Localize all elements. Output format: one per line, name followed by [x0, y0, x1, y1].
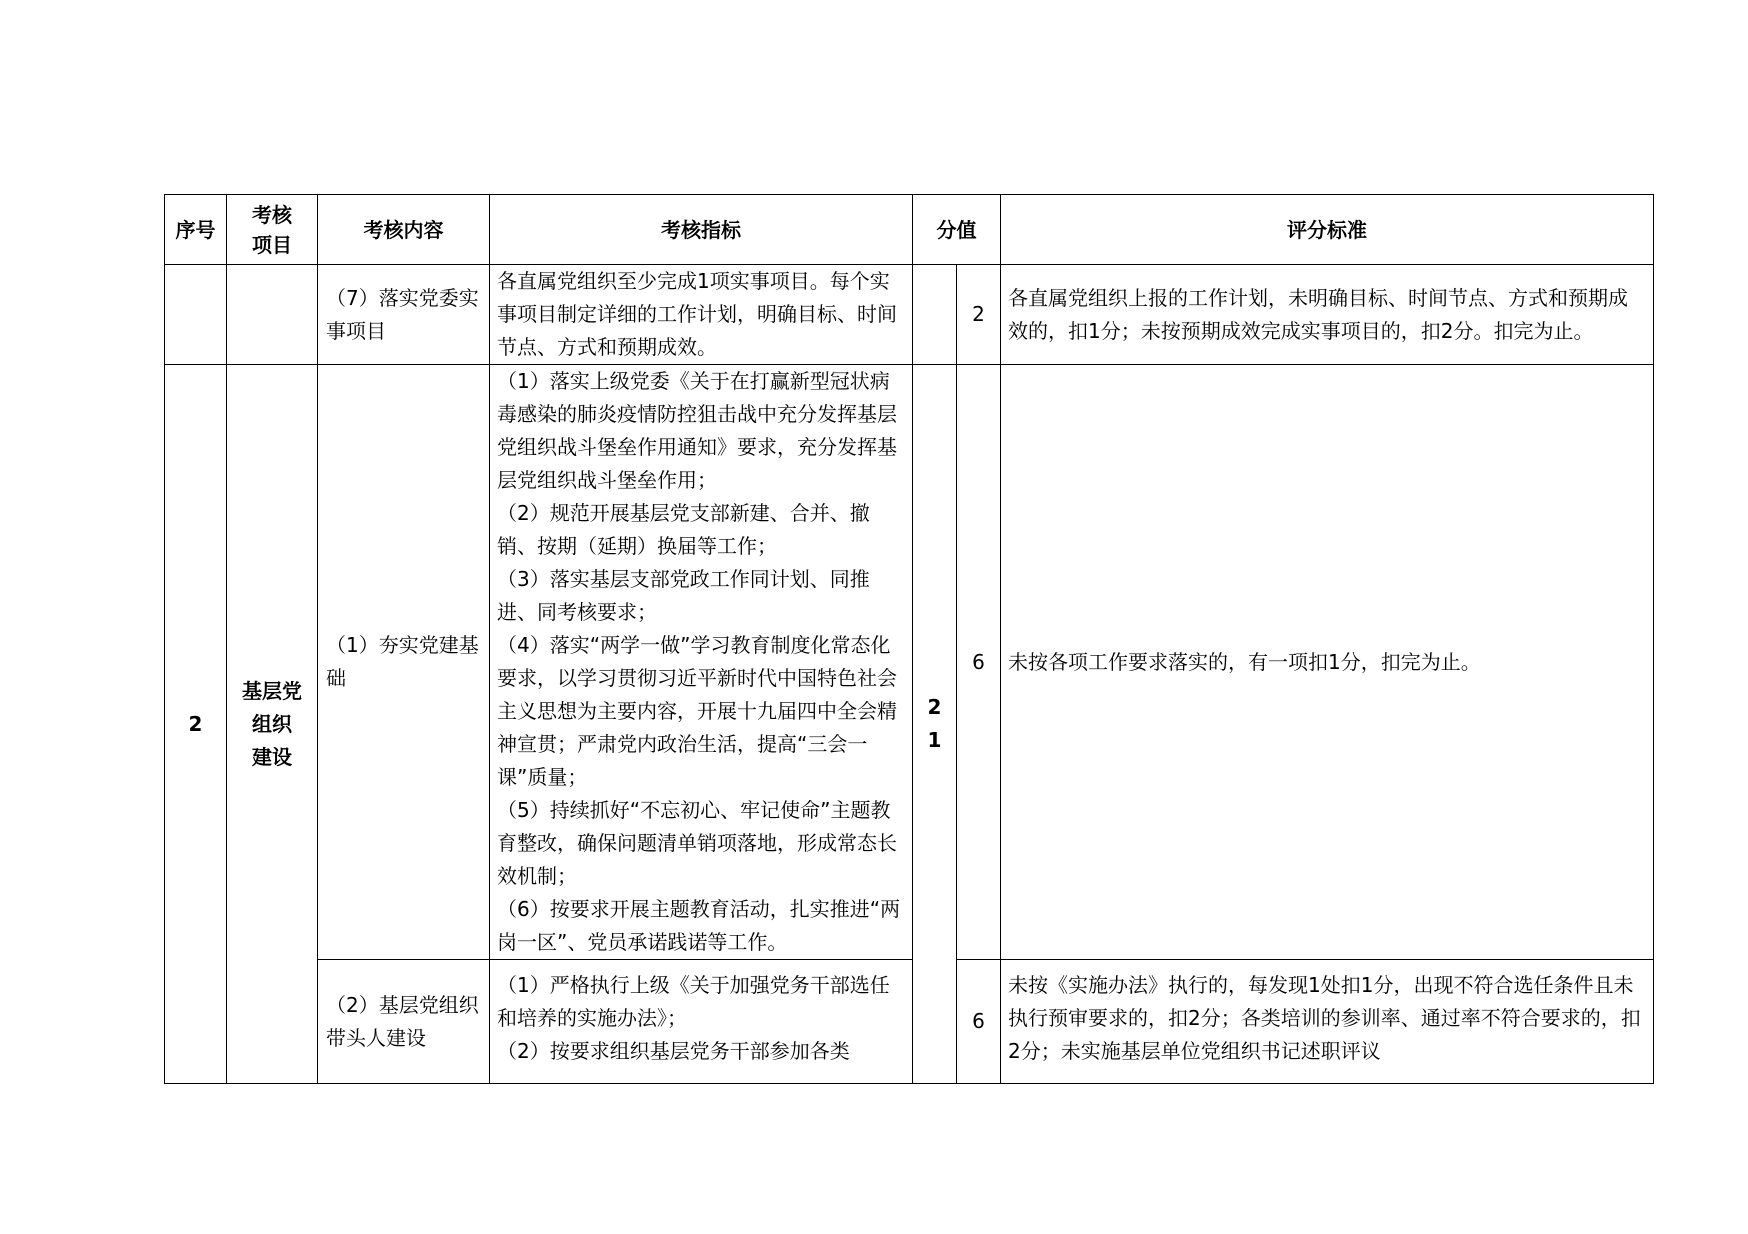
table-row [165, 265, 1654, 365]
row-score: 6 [957, 365, 1001, 960]
row-criteria-cell [1001, 960, 1654, 1084]
table-header-row [165, 195, 1654, 265]
row-seq [165, 265, 227, 365]
row-group-score: 2 1 [913, 365, 957, 1084]
header-criteria: 评分标准 [1001, 195, 1654, 265]
row-indicator: 各直属党组织至少完成1项实事项目。每个实事项目制定详细的工作计划，明确目标、时间节点、方式和预期成效。 [490, 265, 913, 365]
table-row [165, 365, 1654, 960]
row-indicator-cell [490, 960, 913, 1084]
row-score: 6 [957, 960, 1001, 1084]
row-item [227, 265, 318, 365]
row-criteria: 各直属党组织上报的工作计划，未明确目标、时间节点、方式和预期成效的，扣1分；未按预期成效完成实事项目的，扣2分。扣完为止。 [1001, 265, 1654, 365]
header-indicator: 考核指标 [490, 195, 913, 265]
table-row [165, 960, 1654, 1084]
row-content: （2）基层党组织带头人建设 [318, 960, 490, 1084]
row-score: 2 [957, 265, 1001, 365]
row-item: 基层党 组织 建设 [227, 365, 318, 1084]
header-seq: 序号 [165, 195, 227, 265]
row-group-score-empty [913, 265, 957, 365]
header-content: 考核内容 [318, 195, 490, 265]
row-content: （1）夯实党建基础 [318, 365, 490, 960]
header-item: 考核 项目 [227, 195, 318, 265]
row-criteria: 未按各项工作要求落实的，有一项扣1分，扣完为止。 [1001, 365, 1654, 960]
row-indicator: （1）严格执行上级《关于加强党务干部选任和培养的实施办法》； （2）按要求组织基层党务干部参加各类 [497, 973, 890, 1063]
row-criteria: 未按《实施办法》执行的，每发现1处扣1分，出现不符合选任条件且未执行预审要求的，扣2分；各类培训的参训率、通过率不符合要求的，扣2分；未实施基层单位党组织书记述职评议 [1008, 973, 1641, 1063]
header-score: 分值 [913, 195, 1001, 265]
row-indicator: （1）落实上级党委《关于在打赢新型冠状病毒感染的肺炎疫情防控狙击战中充分发挥基层党组织战斗堡垒作用通知》要求，充分发挥基层党组织战斗堡垒作用； （2）规范开展基层党支部新建、合并、撤销、按期（延期）换届等工作； （3）落实基层支部党政工作同计划、同推进、同考核要求； （4）落实“两学一做”学习教育制度化常态化要求，以学习贯彻习近平新时代中国特色社会主义思想为主要内容，开展十九届四中全会精神宣贯；严肃党内政治生活，提高“三会一课”质量； （5）持续抓好“不忘初心、牢记使命”主题教育整改，确保问题清单销项落地，形成常态长效机制； （6）按要求开展主题教育活动，扎实推进“两岗一区”、党员承诺践诺等工作。 [490, 365, 913, 960]
row-seq: 2 [165, 365, 227, 1084]
assessment-table [164, 194, 1654, 1084]
row-content: （7）落实党委实事项目 [318, 265, 490, 365]
